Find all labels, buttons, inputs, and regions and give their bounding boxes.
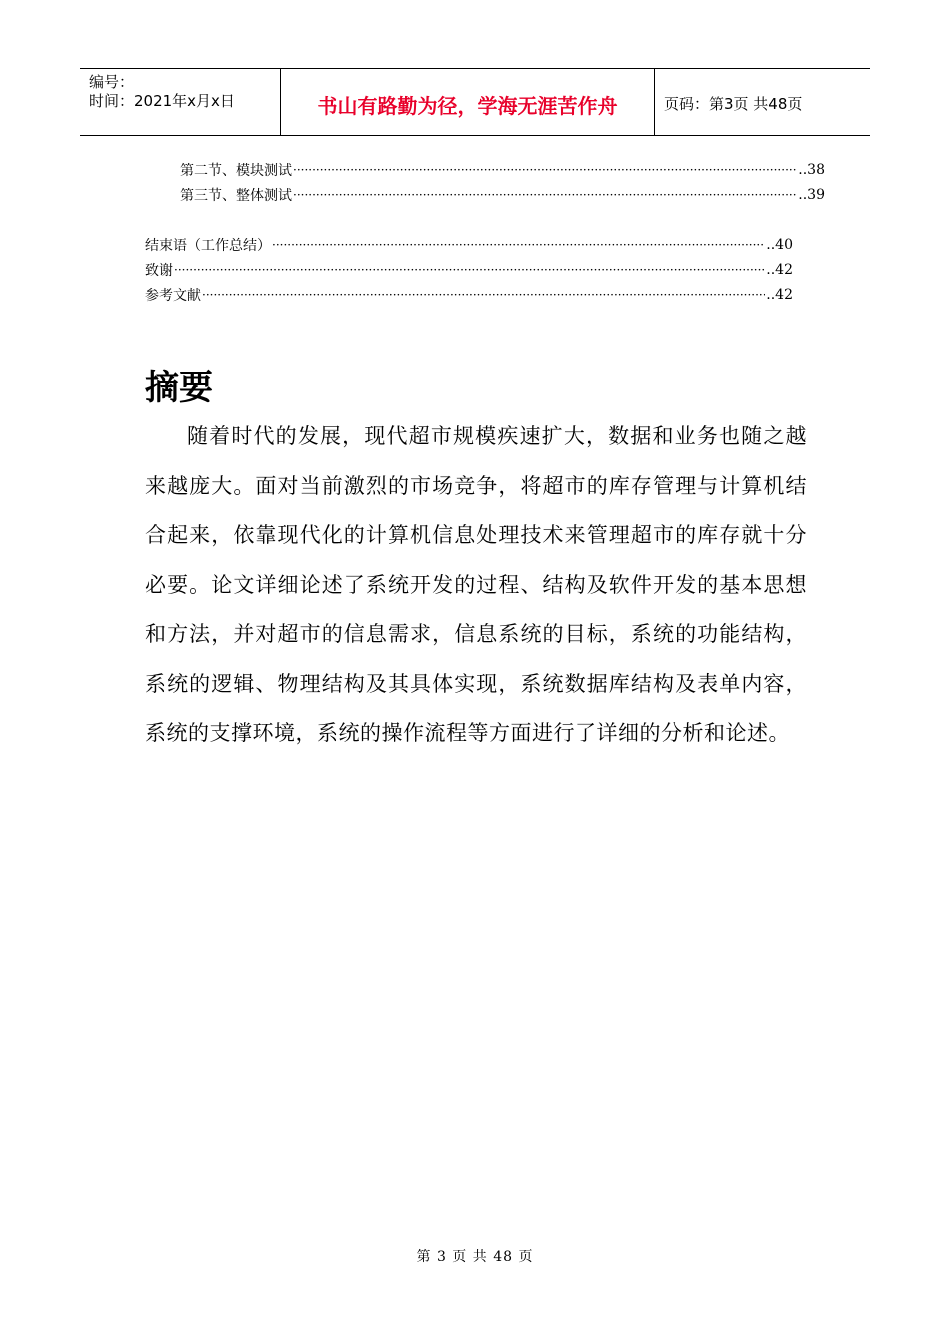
toc-item-label: 第三节、整体测试 (180, 188, 292, 204)
header-motto: 书山有路勤为径，学海无涯苦作舟 (281, 69, 655, 135)
toc-item-label: 参考文献 (145, 288, 201, 304)
toc-item-label: 结束语（工作总结） (145, 238, 271, 254)
page-footer: 第 3 页 共 48 页 (416, 1249, 534, 1265)
toc-item-label: 第二节、模块测试 (180, 163, 292, 179)
toc-item-label: 致谢 (145, 263, 173, 279)
document-date: 时间：2021年x月x日 (89, 92, 235, 110)
toc-item[interactable] (145, 285, 793, 305)
toc-leader-dots (272, 238, 765, 252)
toc-item[interactable] (145, 260, 793, 280)
toc-leader-dots (174, 263, 765, 277)
toc-item-page: ..39 (798, 187, 825, 203)
abstract-paragraph: 随着时代的发展，现代超市规模疾速扩大，数据和业务也随之越来越庞大。面对当前激烈的市场竞争，将超市的库存管理与计算机结合起来，依靠现代化的计算机信息处理技术来管理超市的库存就十分必要。论文详细论述了系统开发的过程、结构及软件开发的基本思想和方法，并对超市的信息需求，信息系统的目标，系统的功能结构，系统的逻辑、物理结构及其具体实现，系统数据库结构及表单内容，系统的支撑环境，系统的操作流程等方面进行了详细的分析和论述。 (145, 424, 807, 745)
toc-leader-dots (202, 288, 765, 302)
document-number-label: 编号： (89, 73, 135, 91)
toc-item[interactable] (180, 185, 825, 205)
toc-item-page: ..38 (798, 162, 825, 178)
header-meta (80, 69, 281, 135)
toc-leader-dots (293, 188, 797, 202)
toc-item-page: ..42 (766, 262, 793, 278)
toc-item[interactable] (145, 235, 793, 255)
abstract-heading: 摘要 (145, 368, 213, 408)
toc-leader-dots (293, 163, 797, 177)
toc-item-page: ..42 (766, 287, 793, 303)
toc-item-page: ..40 (766, 237, 793, 253)
header-page-info: 页码：第3页 共48页 (664, 94, 803, 113)
page-header (80, 68, 870, 136)
toc-item[interactable] (180, 160, 825, 180)
